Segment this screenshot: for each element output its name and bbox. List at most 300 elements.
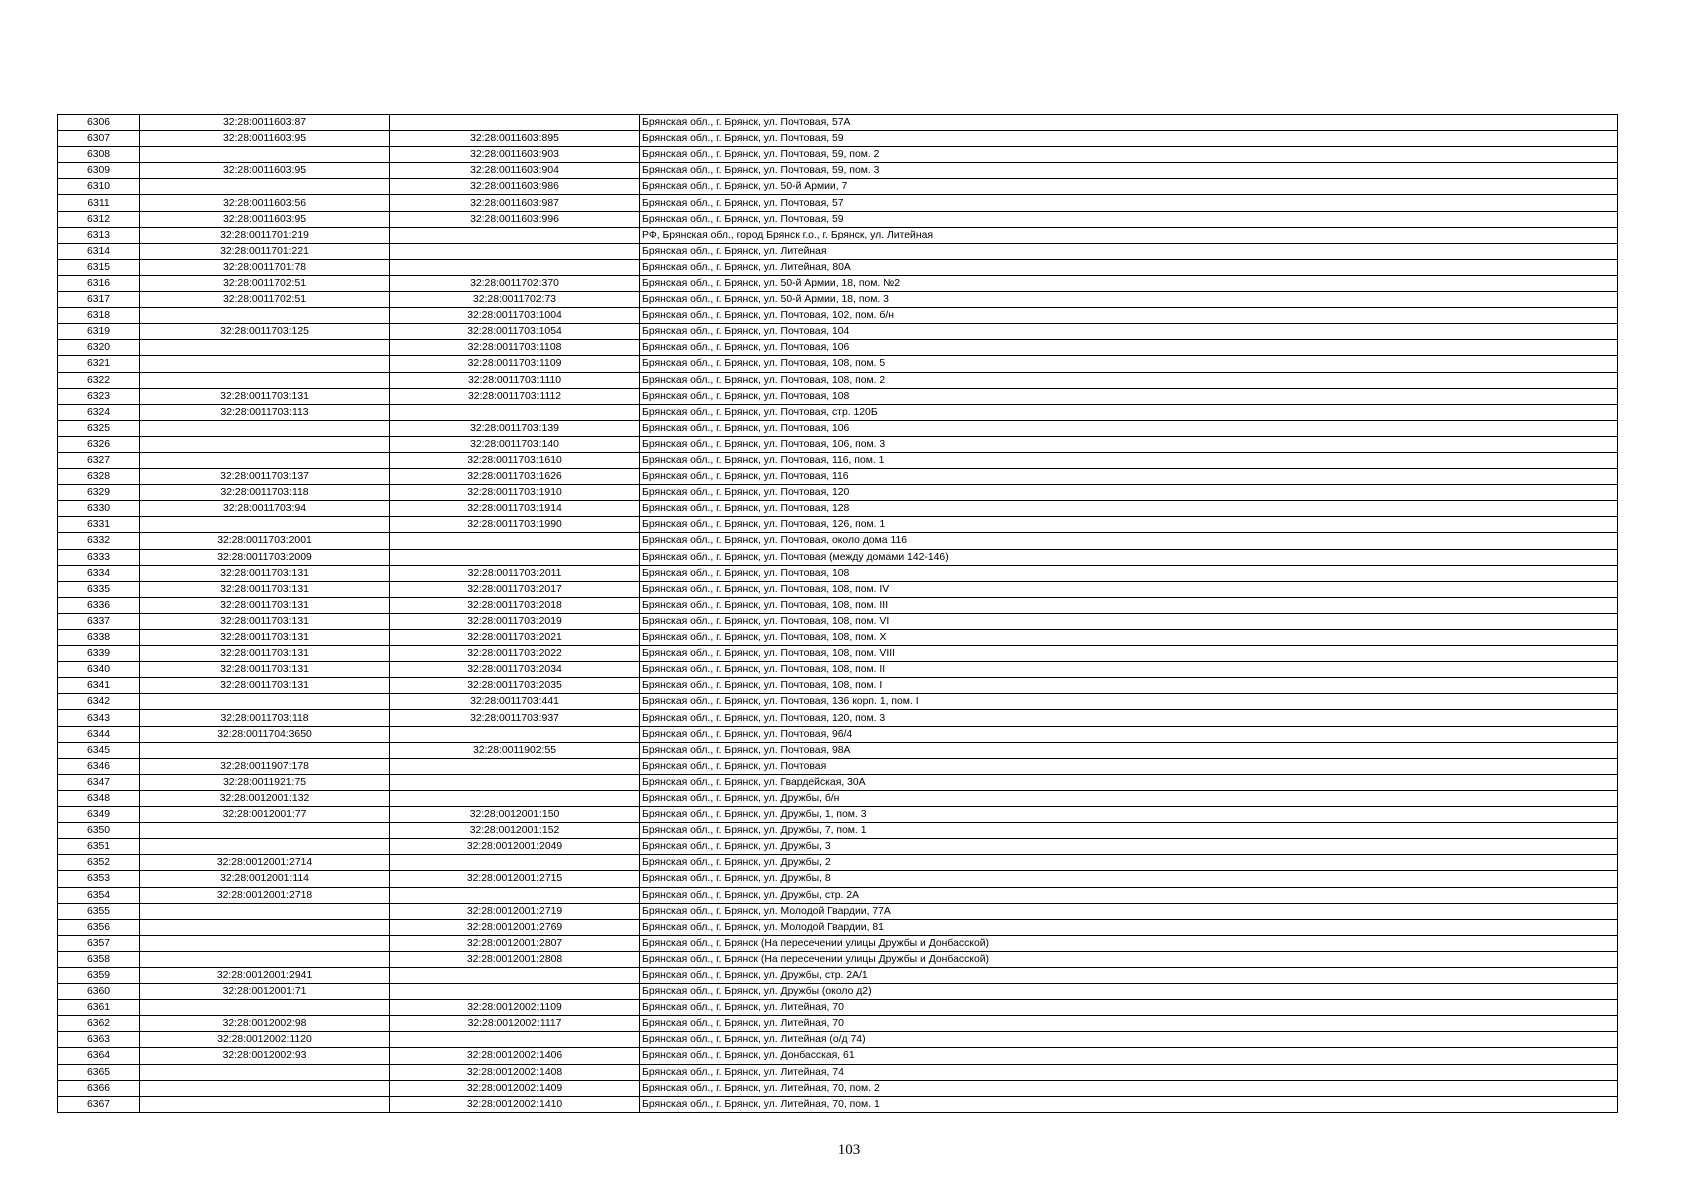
table-row — [58, 646, 1618, 662]
land-cadastral-number-cell — [140, 951, 390, 967]
table-row — [58, 211, 1618, 227]
table-row — [58, 469, 1618, 485]
object-cadastral-number-cell: 32:28:0012001:2049 — [390, 839, 640, 855]
land-cadastral-number-cell: 32:28:0011603:95 — [140, 211, 390, 227]
address-cell: Брянская обл., г. Брянск, ул. Почтовая, 59, пом. 2 — [640, 147, 1618, 163]
land-cadastral-number-cell — [140, 1064, 390, 1080]
address-cell: Брянская обл., г. Брянск, ул. Литейная, 74 — [640, 1064, 1618, 1080]
address-cell: Брянская обл., г. Брянск, ул. Почтовая, 59 — [640, 211, 1618, 227]
object-cadastral-number-cell: 32:28:0011703:937 — [390, 710, 640, 726]
row-number-cell: 6306 — [58, 115, 140, 131]
row-number-cell: 6367 — [58, 1096, 140, 1112]
object-cadastral-number-cell: 32:28:0011902:55 — [390, 742, 640, 758]
land-cadastral-number-cell: 32:28:0011703:131 — [140, 565, 390, 581]
land-cadastral-number-cell: 32:28:0012002:98 — [140, 1016, 390, 1032]
table-row — [58, 131, 1618, 147]
address-cell: Брянская обл., г. Брянск (На пересечении улицы Дружбы и Донбасской) — [640, 951, 1618, 967]
table-row — [58, 452, 1618, 468]
row-number-cell: 6333 — [58, 549, 140, 565]
object-cadastral-number-cell: 32:28:0012002:1117 — [390, 1016, 640, 1032]
land-cadastral-number-cell — [140, 1000, 390, 1016]
land-cadastral-number-cell: 32:28:0011703:118 — [140, 485, 390, 501]
object-cadastral-number-cell: 32:28:0011703:1004 — [390, 308, 640, 324]
land-cadastral-number-cell: 32:28:0011907:178 — [140, 758, 390, 774]
land-cadastral-number-cell: 32:28:0011703:2009 — [140, 549, 390, 565]
row-number-cell: 6361 — [58, 1000, 140, 1016]
row-number-cell: 6321 — [58, 356, 140, 372]
address-cell: Брянская обл., г. Брянск, ул. Донбасская, 61 — [640, 1048, 1618, 1064]
land-cadastral-number-cell: 32:28:0011703:125 — [140, 324, 390, 340]
object-cadastral-number-cell: 32:28:0011703:140 — [390, 436, 640, 452]
row-number-cell: 6358 — [58, 951, 140, 967]
land-cadastral-number-cell — [140, 839, 390, 855]
address-cell: Брянская обл., г. Брянск, ул. Литейная, 70 — [640, 1016, 1618, 1032]
table-row — [58, 517, 1618, 533]
land-cadastral-number-cell: 32:28:0011703:118 — [140, 710, 390, 726]
address-cell: Брянская обл., г. Брянск, ул. Почтовая, 59 — [640, 131, 1618, 147]
table-row — [58, 662, 1618, 678]
address-cell: Брянская обл., г. Брянск, ул. Почтовая, 108, пом. II — [640, 662, 1618, 678]
address-cell: Брянская обл., г. Брянск (На пересечении улицы Дружбы и Донбасской) — [640, 935, 1618, 951]
table-row — [58, 485, 1618, 501]
row-number-cell: 6359 — [58, 967, 140, 983]
row-number-cell: 6335 — [58, 581, 140, 597]
address-cell: Брянская обл., г. Брянск, ул. Литейная — [640, 243, 1618, 259]
object-cadastral-number-cell: 32:28:0012002:1406 — [390, 1048, 640, 1064]
object-cadastral-number-cell: 32:28:0012002:1109 — [390, 1000, 640, 1016]
row-number-cell: 6325 — [58, 420, 140, 436]
table-row — [58, 967, 1618, 983]
land-cadastral-number-cell — [140, 694, 390, 710]
object-cadastral-number-cell — [390, 259, 640, 275]
address-cell: Брянская обл., г. Брянск, ул. Почтовая, 128 — [640, 501, 1618, 517]
address-cell: Брянская обл., г. Брянск, ул. Почтовая, 98А — [640, 742, 1618, 758]
table-row — [58, 356, 1618, 372]
row-number-cell: 6307 — [58, 131, 140, 147]
address-cell: Брянская обл., г. Брянск, ул. 50-й Армии, 18, пом. №2 — [640, 275, 1618, 291]
address-cell: Брянская обл., г. Брянск, ул. Почтовая, 108, пом. 2 — [640, 372, 1618, 388]
row-number-cell: 6364 — [58, 1048, 140, 1064]
object-cadastral-number-cell — [390, 243, 640, 259]
object-cadastral-number-cell — [390, 790, 640, 806]
address-cell: Брянская обл., г. Брянск, ул. Дружбы, 1, пом. 3 — [640, 807, 1618, 823]
land-cadastral-number-cell: 32:28:0011703:131 — [140, 630, 390, 646]
row-number-cell: 6352 — [58, 855, 140, 871]
row-number-cell: 6363 — [58, 1032, 140, 1048]
row-number-cell: 6362 — [58, 1016, 140, 1032]
address-cell: Брянская обл., г. Брянск, ул. Дружбы, 2 — [640, 855, 1618, 871]
address-cell: Брянская обл., г. Брянск, ул. Литейная, 70, пом. 2 — [640, 1080, 1618, 1096]
object-cadastral-number-cell: 32:28:0012001:2769 — [390, 919, 640, 935]
object-cadastral-number-cell: 32:28:0011703:2011 — [390, 565, 640, 581]
address-cell: Брянская обл., г. Брянск, ул. Почтовая, 116, пом. 1 — [640, 452, 1618, 468]
land-cadastral-number-cell: 32:28:0011703:94 — [140, 501, 390, 517]
row-number-cell: 6336 — [58, 597, 140, 613]
table-row — [58, 115, 1618, 131]
land-cadastral-number-cell: 32:28:0011603:87 — [140, 115, 390, 131]
address-cell: Брянская обл., г. Брянск, ул. Почтовая, 57 — [640, 195, 1618, 211]
land-cadastral-number-cell: 32:28:0011703:131 — [140, 581, 390, 597]
land-cadastral-number-cell: 32:28:0012002:93 — [140, 1048, 390, 1064]
object-cadastral-number-cell — [390, 115, 640, 131]
table-row — [58, 581, 1618, 597]
address-cell: Брянская обл., г. Брянск, ул. Почтовая, 59, пом. 3 — [640, 163, 1618, 179]
land-cadastral-number-cell: 32:28:0011603:95 — [140, 163, 390, 179]
address-cell: Брянская обл., г. Брянск, ул. Литейная, 70, пом. 1 — [640, 1096, 1618, 1112]
object-cadastral-number-cell — [390, 774, 640, 790]
object-cadastral-number-cell: 32:28:0011703:2017 — [390, 581, 640, 597]
land-cadastral-number-cell — [140, 452, 390, 468]
land-cadastral-number-cell — [140, 372, 390, 388]
object-cadastral-number-cell: 32:28:0011703:2018 — [390, 597, 640, 613]
object-cadastral-number-cell: 32:28:0011603:987 — [390, 195, 640, 211]
table-row — [58, 420, 1618, 436]
row-number-cell: 6311 — [58, 195, 140, 211]
land-cadastral-number-cell — [140, 919, 390, 935]
table-row — [58, 823, 1618, 839]
land-cadastral-number-cell: 32:28:0012002:1120 — [140, 1032, 390, 1048]
table-row — [58, 919, 1618, 935]
land-cadastral-number-cell: 32:28:0012001:2718 — [140, 887, 390, 903]
table-row — [58, 855, 1618, 871]
land-cadastral-number-cell — [140, 147, 390, 163]
table-row — [58, 404, 1618, 420]
table-row — [58, 1096, 1618, 1112]
row-number-cell: 6337 — [58, 613, 140, 629]
address-cell: Брянская обл., г. Брянск, ул. Почтовая, стр. 120Б — [640, 404, 1618, 420]
address-cell: Брянская обл., г. Брянск, ул. Литейная, 70 — [640, 1000, 1618, 1016]
object-cadastral-number-cell: 32:28:0011703:2022 — [390, 646, 640, 662]
row-number-cell: 6348 — [58, 790, 140, 806]
row-number-cell: 6338 — [58, 630, 140, 646]
row-number-cell: 6350 — [58, 823, 140, 839]
table-row — [58, 694, 1618, 710]
object-cadastral-number-cell: 32:28:0012001:152 — [390, 823, 640, 839]
address-cell: Брянская обл., г. Брянск, ул. Литейная (о/д 74) — [640, 1032, 1618, 1048]
row-number-cell: 6331 — [58, 517, 140, 533]
row-number-cell: 6349 — [58, 807, 140, 823]
object-cadastral-number-cell: 32:28:0011703:1626 — [390, 469, 640, 485]
table-row — [58, 839, 1618, 855]
row-number-cell: 6355 — [58, 903, 140, 919]
address-cell: Брянская обл., г. Брянск, ул. Почтовая, 120, пом. 3 — [640, 710, 1618, 726]
row-number-cell: 6344 — [58, 726, 140, 742]
table-row — [58, 259, 1618, 275]
land-cadastral-number-cell — [140, 179, 390, 195]
land-cadastral-number-cell — [140, 340, 390, 356]
table-row — [58, 790, 1618, 806]
object-cadastral-number-cell: 32:28:0011703:1108 — [390, 340, 640, 356]
land-cadastral-number-cell — [140, 436, 390, 452]
land-cadastral-number-cell: 32:28:0011703:131 — [140, 646, 390, 662]
row-number-cell: 6366 — [58, 1080, 140, 1096]
row-number-cell: 6326 — [58, 436, 140, 452]
object-cadastral-number-cell — [390, 984, 640, 1000]
row-number-cell: 6310 — [58, 179, 140, 195]
table-row — [58, 807, 1618, 823]
table-row — [58, 227, 1618, 243]
table-row — [58, 1064, 1618, 1080]
row-number-cell: 6354 — [58, 887, 140, 903]
row-number-cell: 6360 — [58, 984, 140, 1000]
land-cadastral-number-cell: 32:28:0011703:131 — [140, 388, 390, 404]
object-cadastral-number-cell: 32:28:0011703:1110 — [390, 372, 640, 388]
object-cadastral-number-cell: 32:28:0012001:2715 — [390, 871, 640, 887]
row-number-cell: 6314 — [58, 243, 140, 259]
table-row — [58, 243, 1618, 259]
table-row — [58, 758, 1618, 774]
address-cell: Брянская обл., г. Брянск, ул. Почтовая, 96/4 — [640, 726, 1618, 742]
address-cell: Брянская обл., г. Брянск, ул. Почтовая — [640, 758, 1618, 774]
land-cadastral-number-cell — [140, 1080, 390, 1096]
object-cadastral-number-cell: 32:28:0011603:986 — [390, 179, 640, 195]
table-row — [58, 1032, 1618, 1048]
address-cell: Брянская обл., г. Брянск, ул. Гвардейская, 30А — [640, 774, 1618, 790]
page-number: 103 — [837, 1142, 861, 1158]
address-cell: Брянская обл., г. Брянск, ул. Почтовая, 108, пом. Х — [640, 630, 1618, 646]
land-cadastral-number-cell: 32:28:0011703:137 — [140, 469, 390, 485]
land-cadastral-number-cell — [140, 1096, 390, 1112]
object-cadastral-number-cell: 32:28:0011703:139 — [390, 420, 640, 436]
object-cadastral-number-cell: 32:28:0012001:2807 — [390, 935, 640, 951]
table-row — [58, 678, 1618, 694]
row-number-cell: 6334 — [58, 565, 140, 581]
land-cadastral-number-cell: 32:28:0011702:51 — [140, 275, 390, 291]
land-cadastral-number-cell: 32:28:0012001:71 — [140, 984, 390, 1000]
row-number-cell: 6365 — [58, 1064, 140, 1080]
table-row — [58, 195, 1618, 211]
land-cadastral-number-cell: 32:28:0011921:75 — [140, 774, 390, 790]
object-cadastral-number-cell: 32:28:0011703:1112 — [390, 388, 640, 404]
address-cell: Брянская обл., г. Брянск, ул. Почтовая, 108, пом. I — [640, 678, 1618, 694]
address-cell: Брянская обл., г. Брянск, ул. Почтовая, 116 — [640, 469, 1618, 485]
table-row — [58, 597, 1618, 613]
address-cell: Брянская обл., г. Брянск, ул. Почтовая, 104 — [640, 324, 1618, 340]
address-cell: Брянская обл., г. Брянск, ул. Почтовая, 106 — [640, 340, 1618, 356]
land-cadastral-number-cell: 32:28:0011702:51 — [140, 292, 390, 308]
row-number-cell: 6330 — [58, 501, 140, 517]
land-cadastral-number-cell: 32:28:0011703:131 — [140, 613, 390, 629]
table-row — [58, 887, 1618, 903]
address-cell: Брянская обл., г. Брянск, ул. Почтовая, 108, пом. 5 — [640, 356, 1618, 372]
table-row — [58, 324, 1618, 340]
row-number-cell: 6308 — [58, 147, 140, 163]
object-cadastral-number-cell — [390, 726, 640, 742]
object-cadastral-number-cell: 32:28:0012001:2808 — [390, 951, 640, 967]
land-cadastral-number-cell — [140, 517, 390, 533]
object-cadastral-number-cell — [390, 1032, 640, 1048]
table-row — [58, 1016, 1618, 1032]
address-cell: Брянская обл., г. Брянск, ул. Почтовая, 102, пом. б/н — [640, 308, 1618, 324]
row-number-cell: 6328 — [58, 469, 140, 485]
row-number-cell: 6323 — [58, 388, 140, 404]
row-number-cell: 6324 — [58, 404, 140, 420]
address-cell: Брянская обл., г. Брянск, ул. Почтовая, 136 корп. 1, пом. I — [640, 694, 1618, 710]
table-row — [58, 710, 1618, 726]
land-cadastral-number-cell — [140, 935, 390, 951]
table-row — [58, 388, 1618, 404]
table-row — [58, 275, 1618, 291]
table-row — [58, 630, 1618, 646]
row-number-cell: 6345 — [58, 742, 140, 758]
land-cadastral-number-cell: 32:28:0011701:78 — [140, 259, 390, 275]
row-number-cell: 6318 — [58, 308, 140, 324]
address-cell: Брянская обл., г. Брянск, ул. Почтовая, 108, пом. III — [640, 597, 1618, 613]
row-number-cell: 6357 — [58, 935, 140, 951]
address-cell: Брянская обл., г. Брянск, ул. Почтовая, 106, пом. 3 — [640, 436, 1618, 452]
land-cadastral-number-cell: 32:28:0011701:221 — [140, 243, 390, 259]
object-cadastral-number-cell: 32:28:0011703:2034 — [390, 662, 640, 678]
land-cadastral-number-cell: 32:28:0012001:132 — [140, 790, 390, 806]
land-cadastral-number-cell: 32:28:0011703:113 — [140, 404, 390, 420]
object-cadastral-number-cell: 32:28:0011703:2019 — [390, 613, 640, 629]
row-number-cell: 6342 — [58, 694, 140, 710]
land-cadastral-number-cell: 32:28:0012001:77 — [140, 807, 390, 823]
address-cell: Брянская обл., г. Брянск, ул. Почтовая, 106 — [640, 420, 1618, 436]
land-cadastral-number-cell: 32:28:0012001:2714 — [140, 855, 390, 871]
object-cadastral-number-cell — [390, 227, 640, 243]
address-cell: Брянская обл., г. Брянск, ул. Молодой Гвардии, 81 — [640, 919, 1618, 935]
address-cell: Брянская обл., г. Брянск, ул. 50-й Армии, 7 — [640, 179, 1618, 195]
address-cell: Брянская обл., г. Брянск, ул. Почтовая, 126, пом. 1 — [640, 517, 1618, 533]
object-cadastral-number-cell: 32:28:0011703:1109 — [390, 356, 640, 372]
table-row — [58, 774, 1618, 790]
land-cadastral-number-cell — [140, 420, 390, 436]
address-cell: Брянская обл., г. Брянск, ул. Дружбы (около д2) — [640, 984, 1618, 1000]
land-cadastral-number-cell: 32:28:0011703:131 — [140, 678, 390, 694]
object-cadastral-number-cell — [390, 549, 640, 565]
object-cadastral-number-cell: 32:28:0011703:1990 — [390, 517, 640, 533]
address-cell: Брянская обл., г. Брянск, ул. Почтовая, 108, пом. IV — [640, 581, 1618, 597]
row-number-cell: 6341 — [58, 678, 140, 694]
table-row — [58, 340, 1618, 356]
land-cadastral-number-cell: 32:28:0011704:3650 — [140, 726, 390, 742]
table-row — [58, 436, 1618, 452]
row-number-cell: 6339 — [58, 646, 140, 662]
object-cadastral-number-cell — [390, 887, 640, 903]
land-cadastral-number-cell — [140, 308, 390, 324]
land-cadastral-number-cell — [140, 742, 390, 758]
row-number-cell: 6346 — [58, 758, 140, 774]
row-number-cell: 6322 — [58, 372, 140, 388]
row-number-cell: 6353 — [58, 871, 140, 887]
row-number-cell: 6343 — [58, 710, 140, 726]
row-number-cell: 6319 — [58, 324, 140, 340]
row-number-cell: 6309 — [58, 163, 140, 179]
address-cell: Брянская обл., г. Брянск, ул. Дружбы, 7, пом. 1 — [640, 823, 1618, 839]
registry-table-body — [58, 115, 1618, 1113]
land-cadastral-number-cell: 32:28:0012001:2941 — [140, 967, 390, 983]
table-row — [58, 1048, 1618, 1064]
table-row — [58, 292, 1618, 308]
land-cadastral-number-cell: 32:28:0011703:131 — [140, 662, 390, 678]
land-cadastral-number-cell — [140, 356, 390, 372]
address-cell: Брянская обл., г. Брянск, ул. Дружбы, 3 — [640, 839, 1618, 855]
land-cadastral-number-cell: 32:28:0011703:131 — [140, 597, 390, 613]
address-cell: Брянская обл., г. Брянск, ул. Почтовая (между домами 142-146) — [640, 549, 1618, 565]
object-cadastral-number-cell: 32:28:0011703:1910 — [390, 485, 640, 501]
row-number-cell: 6356 — [58, 919, 140, 935]
row-number-cell: 6327 — [58, 452, 140, 468]
object-cadastral-number-cell: 32:28:0011703:2021 — [390, 630, 640, 646]
table-row — [58, 742, 1618, 758]
row-number-cell: 6340 — [58, 662, 140, 678]
row-number-cell: 6329 — [58, 485, 140, 501]
table-row — [58, 179, 1618, 195]
row-number-cell: 6317 — [58, 292, 140, 308]
object-cadastral-number-cell: 32:28:0011702:370 — [390, 275, 640, 291]
object-cadastral-number-cell — [390, 855, 640, 871]
address-cell: Брянская обл., г. Брянск, ул. Дружбы, б/н — [640, 790, 1618, 806]
table-row — [58, 726, 1618, 742]
object-cadastral-number-cell: 32:28:0011703:2035 — [390, 678, 640, 694]
row-number-cell: 6332 — [58, 533, 140, 549]
address-cell: Брянская обл., г. Брянск, ул. Почтовая, 120 — [640, 485, 1618, 501]
table-row — [58, 1080, 1618, 1096]
row-number-cell: 6351 — [58, 839, 140, 855]
row-number-cell: 6320 — [58, 340, 140, 356]
land-cadastral-number-cell: 32:28:0011603:95 — [140, 131, 390, 147]
object-cadastral-number-cell: 32:28:0011702:73 — [390, 292, 640, 308]
object-cadastral-number-cell — [390, 404, 640, 420]
object-cadastral-number-cell: 32:28:0011603:903 — [390, 147, 640, 163]
object-cadastral-number-cell: 32:28:0011603:904 — [390, 163, 640, 179]
object-cadastral-number-cell: 32:28:0012001:150 — [390, 807, 640, 823]
land-cadastral-number-cell: 32:28:0012001:114 — [140, 871, 390, 887]
table-row — [58, 903, 1618, 919]
object-cadastral-number-cell — [390, 758, 640, 774]
table-row — [58, 533, 1618, 549]
address-cell: Брянская обл., г. Брянск, ул. Почтовая, 108 — [640, 388, 1618, 404]
table-row — [58, 163, 1618, 179]
table-row — [58, 1000, 1618, 1016]
object-cadastral-number-cell: 32:28:0012001:2719 — [390, 903, 640, 919]
land-cadastral-number-cell: 32:28:0011603:56 — [140, 195, 390, 211]
address-cell: Брянская обл., г. Брянск, ул. Почтовая, 108 — [640, 565, 1618, 581]
table-row — [58, 613, 1618, 629]
object-cadastral-number-cell: 32:28:0012002:1409 — [390, 1080, 640, 1096]
object-cadastral-number-cell: 32:28:0011603:996 — [390, 211, 640, 227]
address-cell: РФ, Брянская обл., город Брянск г.о., г. Брянск, ул. Литейная — [640, 227, 1618, 243]
object-cadastral-number-cell: 32:28:0011703:1914 — [390, 501, 640, 517]
row-number-cell: 6315 — [58, 259, 140, 275]
table-row — [58, 549, 1618, 565]
table-row — [58, 951, 1618, 967]
object-cadastral-number-cell — [390, 967, 640, 983]
row-number-cell: 6313 — [58, 227, 140, 243]
object-cadastral-number-cell: 32:28:0011703:1054 — [390, 324, 640, 340]
table-row — [58, 565, 1618, 581]
object-cadastral-number-cell: 32:28:0012002:1408 — [390, 1064, 640, 1080]
land-cadastral-number-cell: 32:28:0011703:2001 — [140, 533, 390, 549]
address-cell: Брянская обл., г. Брянск, ул. Дружбы, стр. 2А/1 — [640, 967, 1618, 983]
table-row — [58, 308, 1618, 324]
table-row — [58, 147, 1618, 163]
object-cadastral-number-cell: 32:28:0011703:441 — [390, 694, 640, 710]
land-cadastral-number-cell — [140, 903, 390, 919]
address-cell: Брянская обл., г. Брянск, ул. Почтовая, 108, пом. VI — [640, 613, 1618, 629]
row-number-cell: 6312 — [58, 211, 140, 227]
address-cell: Брянская обл., г. Брянск, ул. 50-й Армии, 18, пом. 3 — [640, 292, 1618, 308]
land-cadastral-number-cell — [140, 823, 390, 839]
address-cell: Брянская обл., г. Брянск, ул. Литейная, 80А — [640, 259, 1618, 275]
table-row — [58, 871, 1618, 887]
row-number-cell: 6347 — [58, 774, 140, 790]
address-cell: Брянская обл., г. Брянск, ул. Молодой Гвардии, 77А — [640, 903, 1618, 919]
property-registry-table — [57, 114, 1618, 1113]
object-cadastral-number-cell: 32:28:0011603:895 — [390, 131, 640, 147]
address-cell: Брянская обл., г. Брянск, ул. Почтовая, 57А — [640, 115, 1618, 131]
